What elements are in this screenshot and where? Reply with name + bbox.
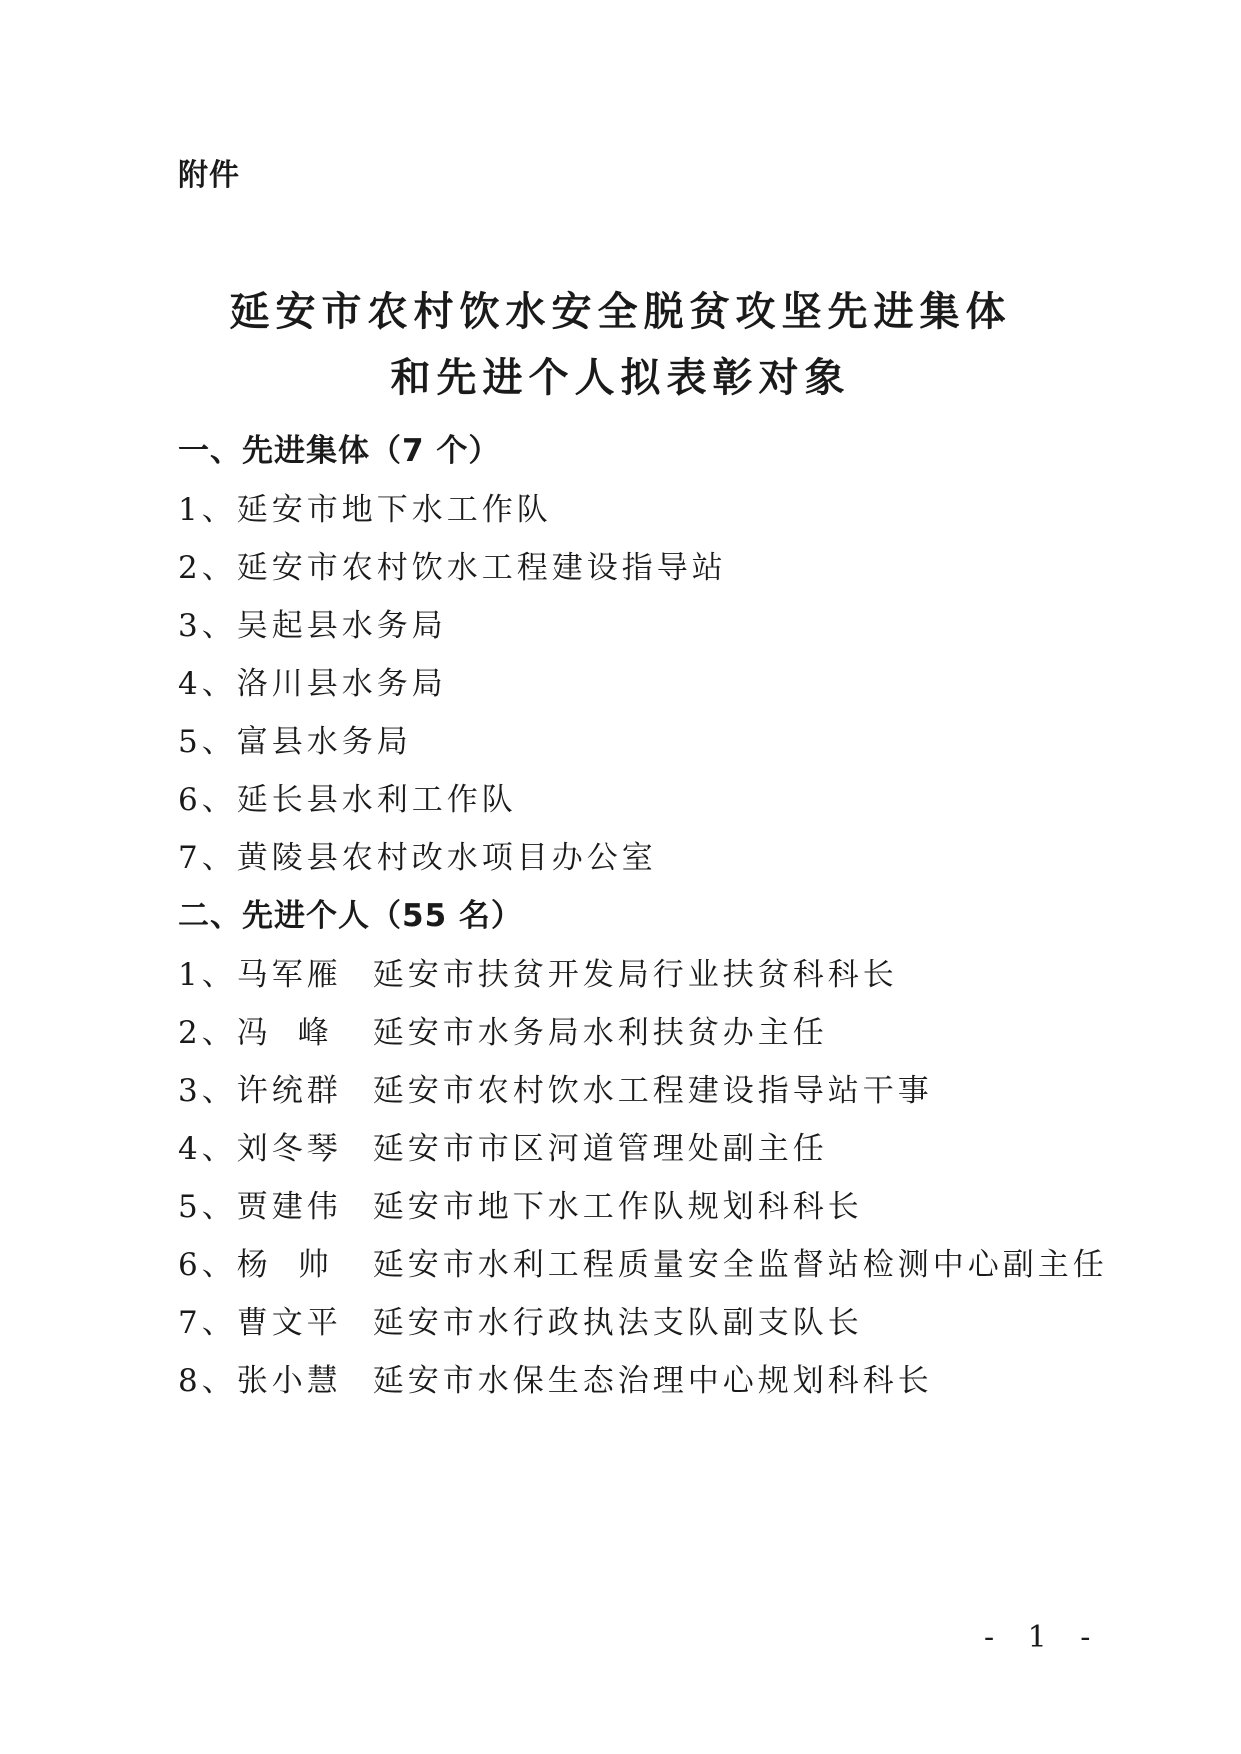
individual-item: 6、杨帅 延安市水利工程质量安全监督站检测中心副主任 bbox=[178, 1239, 1108, 1284]
section-heading-collectives: 一、先进集体（7 个） bbox=[178, 433, 501, 469]
person-name: 曹文平 bbox=[236, 1305, 342, 1341]
individual-item: 5、贾建伟 延安市地下水工作队规划科科长 bbox=[178, 1181, 863, 1226]
person-position: 延安市市区河道管理处副主任 bbox=[372, 1131, 828, 1167]
collective-item: 7、黄陵县农村改水项目办公室 bbox=[178, 840, 657, 876]
document-title-line-1: 延安市农村饮水安全脱贫攻坚先进集体 bbox=[229, 288, 1012, 335]
page-number: - 1 - bbox=[984, 1620, 1103, 1655]
collective-item: 4、洛川县水务局 bbox=[178, 666, 447, 702]
person-position: 延安市水务局水利扶贫办主任 bbox=[372, 1015, 828, 1051]
individual-item: 1、马军雁 延安市扶贫开发局行业扶贫科科长 bbox=[178, 949, 898, 994]
person-position: 延安市水行政执法支队副支队长 bbox=[372, 1305, 863, 1341]
collective-item: 2、延安市农村饮水工程建设指导站 bbox=[178, 550, 727, 586]
person-position: 延安市农村饮水工程建设指导站干事 bbox=[372, 1073, 933, 1109]
person-name: 许统群 bbox=[236, 1073, 342, 1109]
document-title-line-2: 和先进个人拟表彰对象 bbox=[390, 354, 851, 401]
collective-item: 6、延长县水利工作队 bbox=[178, 782, 517, 818]
person-name: 贾建伟 bbox=[236, 1189, 342, 1225]
person-name: 马军雁 bbox=[236, 957, 342, 993]
person-position: 延安市扶贫开发局行业扶贫科科长 bbox=[372, 957, 898, 993]
person-name: 刘冬琴 bbox=[236, 1131, 342, 1167]
collective-item: 3、吴起县水务局 bbox=[178, 608, 447, 644]
collective-item: 5、富县水务局 bbox=[178, 724, 412, 760]
individual-item: 7、曹文平 延安市水行政执法支队副支队长 bbox=[178, 1297, 863, 1342]
attachment-label: 附件 bbox=[178, 158, 240, 193]
collective-item: 1、延安市地下水工作队 bbox=[178, 492, 552, 528]
person-name: 冯峰 bbox=[236, 1015, 333, 1051]
individual-item: 4、刘冬琴 延安市市区河道管理处副主任 bbox=[178, 1123, 828, 1168]
person-position: 延安市水利工程质量安全监督站检测中心副主任 bbox=[372, 1247, 1108, 1283]
section-heading-individuals: 二、先进个人（55 名） bbox=[178, 898, 523, 934]
individual-item: 8、张小慧 延安市水保生态治理中心规划科科长 bbox=[178, 1355, 933, 1400]
person-name: 杨帅 bbox=[236, 1247, 333, 1283]
person-name: 张小慧 bbox=[236, 1363, 342, 1399]
person-position: 延安市地下水工作队规划科科长 bbox=[372, 1189, 863, 1225]
individual-item: 3、许统群 延安市农村饮水工程建设指导站干事 bbox=[178, 1065, 933, 1110]
person-position: 延安市水保生态治理中心规划科科长 bbox=[372, 1363, 933, 1399]
individual-item: 2、冯峰 延安市水务局水利扶贫办主任 bbox=[178, 1007, 828, 1052]
